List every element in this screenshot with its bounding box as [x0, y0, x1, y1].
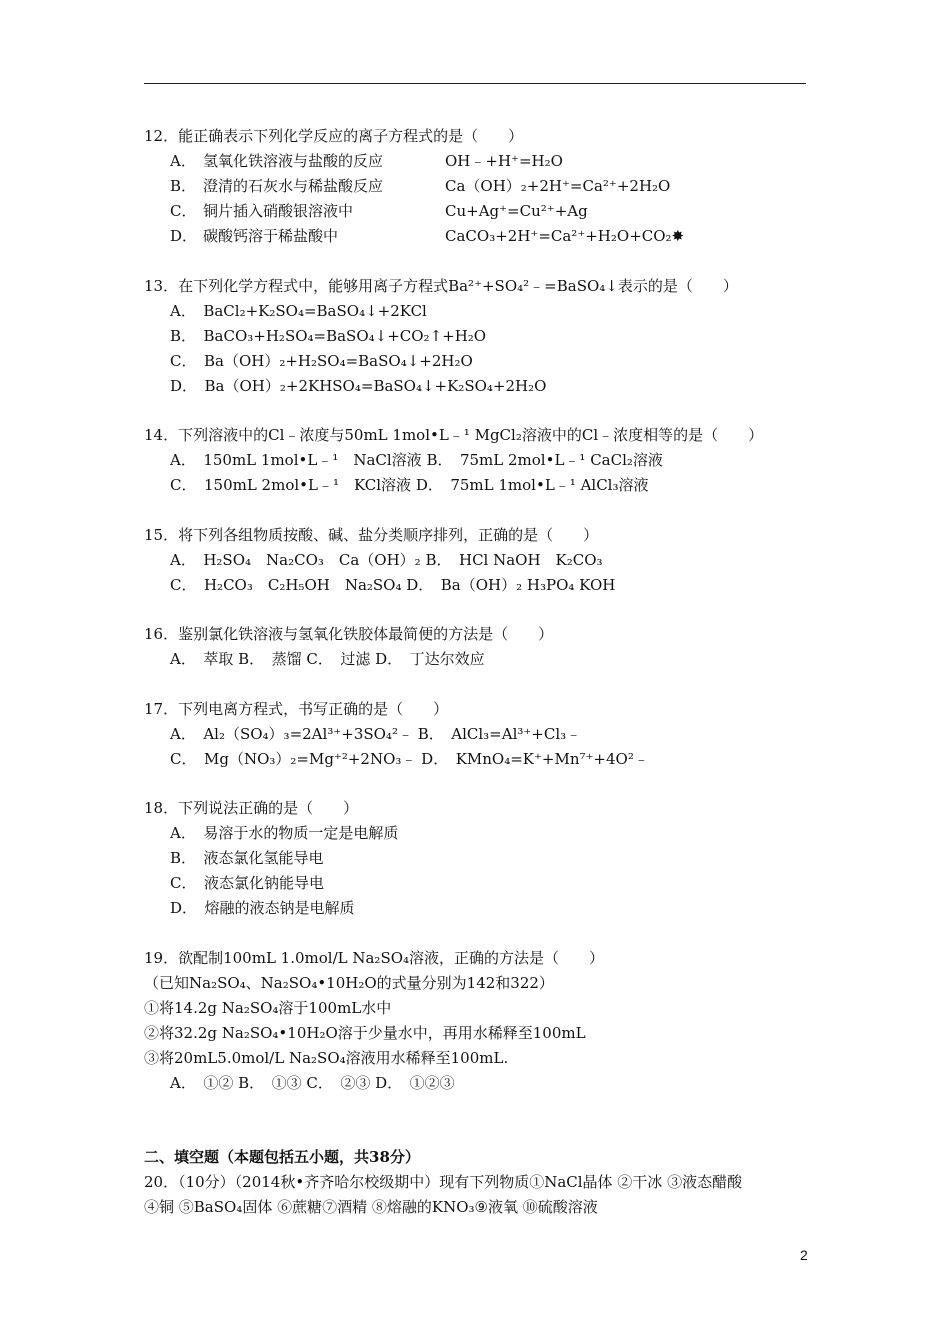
- q13-option-c: C． Ba（OH）₂+H₂SO₄=BaSO₄↓+2H₂O: [170, 352, 473, 370]
- q17-stem: 17．下列电离方程式，书写正确的是（ ）: [144, 700, 449, 718]
- section-2-title: 二、填空题（本题包括五小题，共38分）: [144, 1148, 420, 1166]
- q20-stem-line-2: ④铜 ⑤BaSO₄固体 ⑥蔗糖⑦酒精 ⑧熔融的KNO₃⑨液氧 ⑩硫酸溶液: [144, 1198, 598, 1216]
- q18-option-a: A． 易溶于水的物质一定是电解质: [170, 824, 399, 842]
- q12-stem: 12．能正确表示下列化学反应的离子方程式的是（ ）: [144, 127, 524, 145]
- option-text: 碳酸钙溶于稀盐酸中: [203, 227, 339, 245]
- q19-item-2: ②将32.2g Na₂SO₄•10H₂O溶于少量水中，再用水稀释至100mL: [144, 1024, 586, 1042]
- option-label: A．: [170, 152, 196, 170]
- q15-options-ab: A． H₂SO₄ Na₂CO₃ Ca（OH）₂ B． HCl NaOH K₂CO₃: [170, 551, 603, 569]
- q20-stem-line-1: 20．（10分）（2014秋•齐齐哈尔校级期中）现有下列物质①NaCl晶体 ②干冰 ③液态醋酸: [144, 1173, 743, 1191]
- q17-options-cd: C． Mg（NO₃）₂=Mg⁺²+2NO₃﹣ D． KMnO₄=K⁺+Mn⁷⁺+4O²﹣: [170, 750, 649, 768]
- q18-stem: 18．下列说法正确的是（ ）: [144, 799, 359, 817]
- option-text: 澄清的石灰水与稀盐酸反应: [203, 177, 384, 195]
- page-number: 2: [800, 1247, 808, 1263]
- option-label: D．: [170, 227, 198, 245]
- q14-options-ab: A． 150mL 1mol•L﹣¹ NaCl溶液 B． 75mL 2mol•L﹣¹ CaCl₂溶液: [170, 451, 663, 469]
- option-text: 氢氧化铁溶液与盐酸的反应: [203, 152, 384, 170]
- q14-options-cd: C． 150mL 2mol•L﹣¹ KCl溶液 D． 75mL 1mol•L﹣¹ AlCl₃溶液: [170, 476, 649, 494]
- option-equation: Ca（OH）₂+2H⁺=Ca²⁺+2H₂O: [445, 177, 671, 195]
- option-label: B．: [170, 177, 197, 195]
- q13-stem: 13．在下列化学方程式中，能够用离子方程式Ba²⁺+SO₄²﹣=BaSO₄↓表示的是（ ）: [144, 277, 738, 295]
- option-equation: CaCO₃+2H⁺=Ca²⁺+H₂O+CO₂✸: [445, 227, 685, 245]
- q18-option-c: C． 液态氯化钠能导电: [170, 874, 324, 892]
- q12-option-b: [170, 176, 670, 196]
- q12-option-c: [170, 201, 588, 221]
- q17-options-ab: A． Al₂（SO₄）₃=2Al³⁺+3SO₄²﹣ B． AlCl₃=Al³⁺+Cl₃﹣: [170, 725, 582, 743]
- q12-option-a: [170, 151, 563, 171]
- header-rule: [144, 83, 806, 84]
- option-equation: Cu+Ag⁺=Cu²⁺+Ag: [445, 202, 588, 220]
- q19-item-1: ①将14.2g Na₂SO₄溶于100mL水中: [144, 999, 392, 1017]
- option-label: C．: [170, 202, 197, 220]
- option-text: 铜片插入硝酸银溶液中: [203, 202, 354, 220]
- q18-option-b: B． 液态氯化氢能导电: [170, 849, 324, 867]
- q13-option-d: D． Ba（OH）₂+2KHSO₄=BaSO₄↓+K₂SO₄+2H₂O: [170, 377, 547, 395]
- q15-stem: 15．将下列各组物质按酸、碱、盐分类顺序排列，正确的是（ ）: [144, 526, 599, 544]
- q13-option-a: A． BaCl₂+K₂SO₄=BaSO₄↓+2KCl: [170, 302, 427, 320]
- option-equation: OH﹣+H⁺=H₂O: [445, 152, 563, 170]
- q12-option-d: [170, 226, 684, 246]
- q19-item-3: ③将20mL5.0mol/L Na₂SO₄溶液用水稀释至100mL.: [144, 1049, 509, 1067]
- q18-option-d: D． 熔融的液态钠是电解质: [170, 899, 355, 917]
- q19-answer-options: A． ①② B． ①③ C． ②③ D． ①②③: [170, 1074, 455, 1092]
- q19-stem: 19．欲配制100mL 1.0mol/L Na₂SO₄溶液，正确的方法是（ ）: [144, 949, 605, 967]
- q16-stem: 16．鉴别氯化铁溶液与氢氧化铁胶体最简便的方法是（ ）: [144, 625, 554, 643]
- q13-option-b: B． BaCO₃+H₂SO₄=BaSO₄↓+CO₂↑+H₂O: [170, 327, 487, 345]
- q14-stem: 14．下列溶液中的Cl﹣浓度与50mL 1mol•L﹣¹ MgCl₂溶液中的Cl﹣浓度相等的是（ ）: [144, 426, 764, 444]
- q16-options: A． 萃取 B． 蒸馏 C． 过滤 D． 丁达尔效应: [170, 650, 485, 668]
- q19-note: （已知Na₂SO₄、Na₂SO₄•10H₂O的式量分别为142和322）: [144, 974, 554, 992]
- q15-options-cd: C． H₂CO₃ C₂H₅OH Na₂SO₄ D． Ba（OH）₂ H₃PO₄ KOH: [170, 576, 616, 594]
